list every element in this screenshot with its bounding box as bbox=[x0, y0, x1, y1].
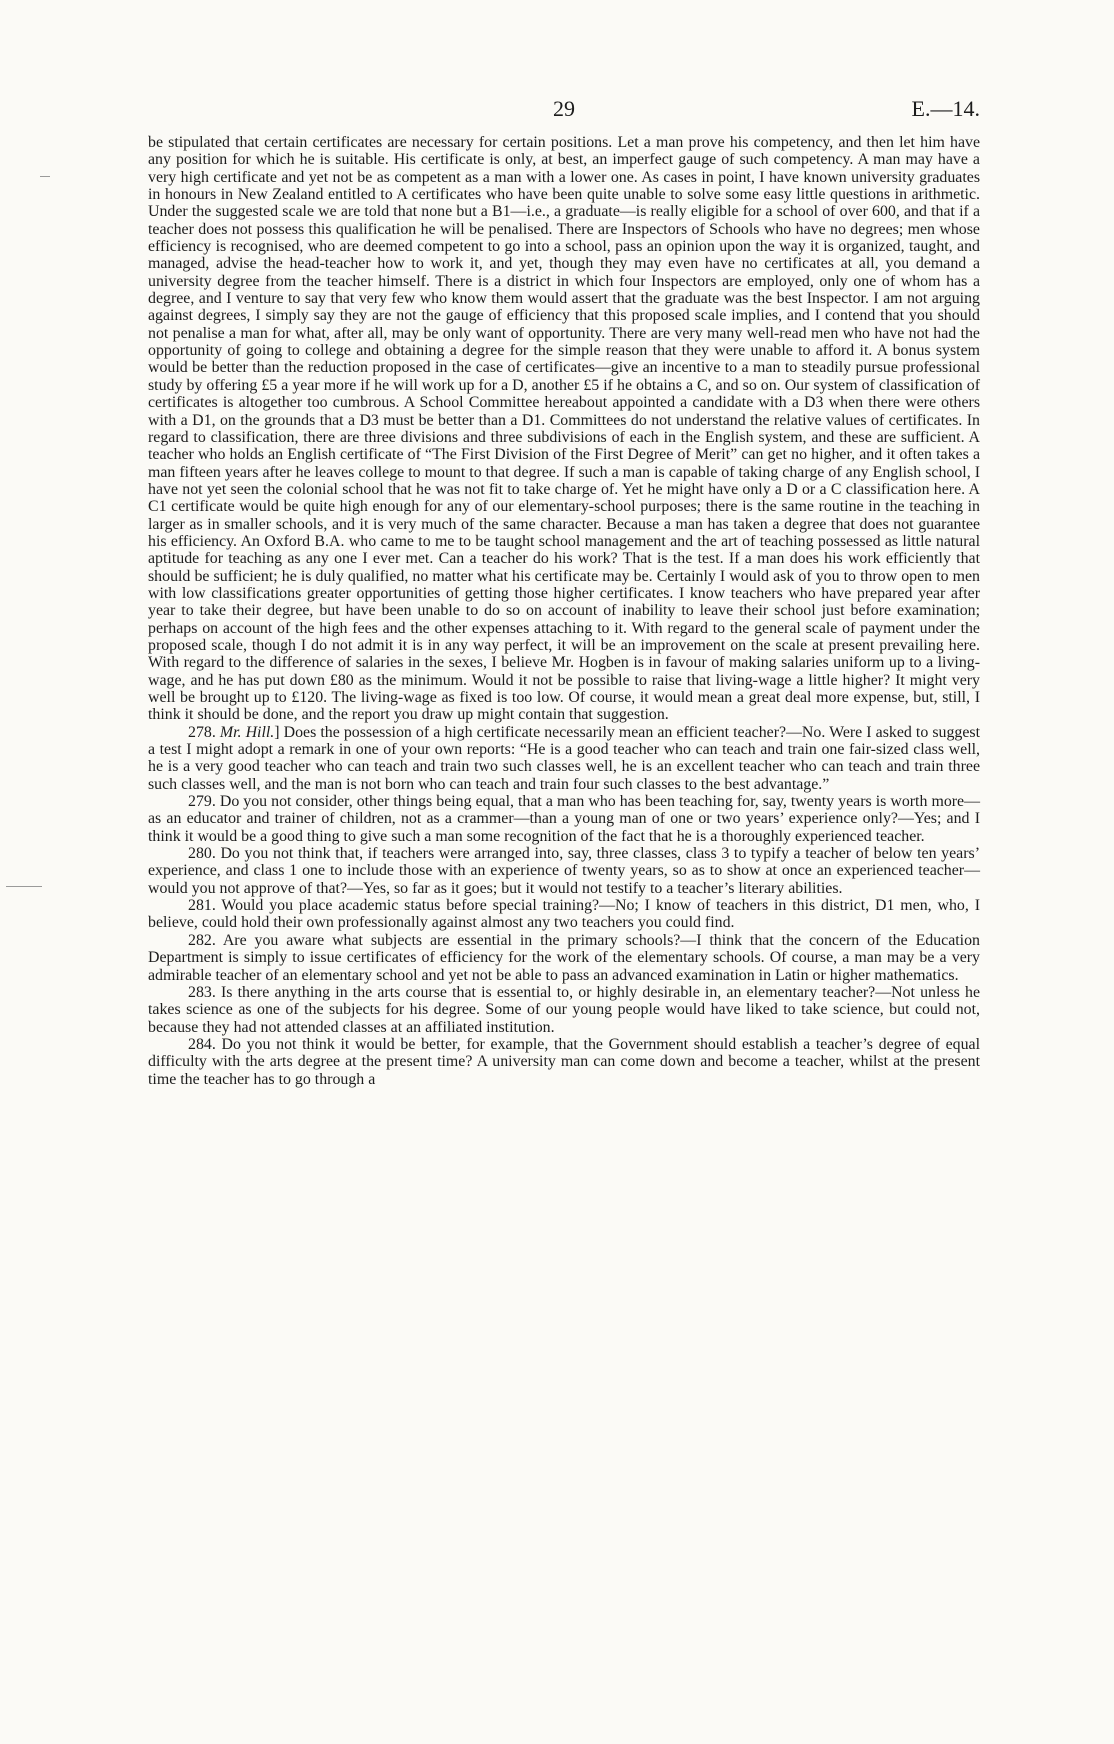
page-number: 29 bbox=[553, 96, 575, 121]
document-page bbox=[148, 96, 980, 1088]
scan-margin-mark bbox=[6, 886, 42, 887]
page-body bbox=[148, 134, 980, 1088]
paragraph-question-279: 279. Do you not consider, other things being equal, that a man who has been teaching for, say, twenty years is worth more—as an educator and trainer of children, not as a crammer—than a young man of one or two years’ experience only?—Yes; and I think it would be a good thing to give such a man some recognition of the fact that he is a thoroughly experienced teacher. bbox=[148, 793, 980, 845]
question-text: ] Does the possession of a high certificate necessarily mean an efficient teacher?—No. Were I asked to suggest a test I might adopt a remark in one of your own reports: “He is a good teacher who can teach and train one fair-sized class well, he is a very good teacher who can teach and train two such classes well, he is an excellent teacher who can teach and train three such classes well, and the man is not born who can teach and train four such classes to the best advantage.” bbox=[148, 723, 980, 793]
paragraph-question-278 bbox=[148, 724, 980, 793]
question-number: 278. bbox=[188, 723, 220, 741]
document-reference: E.—14. bbox=[911, 96, 980, 121]
page-header bbox=[148, 96, 980, 130]
paragraph-continuation: be stipulated that certain certificates are necessary for certain positions. Let a man prove his competency, and then let him have any position for which he is suitable. His certificate is only, at best, an imperfect gauge of such competency. A man may have a very high certificate and yet not be as competent as a man with a lower one. As cases in point, I have known university graduates in honours in New Zealand entitled to A certificates who have been quite unable to solve some easy little questions in arithmetic. Under the suggested scale we are told that none but a B1—i.e., a graduate—is really eligible for a school of over 600, and that if a teacher does not possess this qualification he will be penalised. There are Inspectors of Schools who have no degrees; men whose efficiency is recognised, who are deemed competent to go into a school, pass an opinion upon the way it is organized, taught, and managed, advise the head-teacher how to work it, and yet, though they may even have no certificates at all, you demand a university degree from the teacher himself. There is a district in which four Inspectors are employed, only one of whom has a degree, and I venture to say that very few who know them would assert that the graduate was the best Inspector. I am not arguing against degrees, I simply say they are not the gauge of efficiency that this proposed scale implies, and I contend that you should not penalise a man for what, after all, may be only want of opportunity. There are very many well-read men who have not had the opportunity of going to college and obtaining a degree for the simple reason that they were unable to afford it. A bonus system would be better than the reduction proposed in the case of certificates—give an incentive to a man to steadily pursue professional study by offering £5 a year more if he will work up for a D, another £5 if he obtains a C, and so on. Our system of classification of certificates is altogether too cumbrous. A School Committee hereabout appointed a candidate with a D3 when there were others with a D1, on the grounds that a D3 must be better than a D1. Committees do not understand the relative values of certificates. In regard to classification, there are three divisions and three subdivisions of each in the English system, and these are sufficient. A teacher who holds an English certificate of “The First Division of the First Degree of Merit” can get no higher, and it often takes a man fifteen years after he leaves college to mount to that degree. If such a man is capable of taking charge of any English school, I have not yet seen the colonial school that he was not fit to take charge of. Yet he might have only a D or a C classification here. A C1 certificate would be quite high enough for any of our elementary-school purposes; there is the same routine in the teaching in larger as in smaller schools, and it is very much of the same character. Because a man has taken a degree that does not guarantee his efficiency. An Oxford B.A. who came to me to be taught school management and the art of teaching possessed as little natural aptitude for teaching as any one I ever met. Can a teacher do his work? That is the test. If a man does his work efficiently that should be sufficient; he is duly qualified, no matter what his certificate may be. Certainly I would ask of you to throw open to men with low classifications greater opportunities of getting those higher certificates. I know teachers who have prepared year after year to take their degree, but have been unable to do so on account of inability to leave their school just before examination; perhaps on account of the high fees and the other expenses attaching to it. With regard to the general scale of payment under the proposed scale, though I do not admit it is in any way perfect, it will be an improvement on the scale at present prevailing here. With regard to the difference of salaries in the sexes, I believe Mr. Hogben is in favour of making salaries uniform up to a living-wage, and he has put down £80 as the minimum. Would it not be possible to raise that living-wage a little higher? It might very well be brought up to £120. The living-wage as fixed is too low. Of course, it would mean a great deal more expense, but, still, I think it should be done, and the report you draw up might contain that suggestion. bbox=[148, 134, 980, 724]
scan-margin-mark bbox=[40, 176, 50, 177]
paragraph-question-283: 283. Is there anything in the arts course that is essential to, or highly desirable in, an elementary teacher?—Not unless he takes science as one of the subjects for his degree. Some of our young people would have liked to take science, but could not, because they had not attended classes at an affiliated institution. bbox=[148, 983, 980, 1036]
question-speaker: Mr. Hill. bbox=[219, 723, 275, 741]
paragraph-question-280: 280. Do you not think that, if teachers were arranged into, say, three classes, class 3 to typify a teacher of below ten years’ experience, and class 1 one to include those with an experience of twenty years, so as to show at once an experienced teacher—would you not approve of that?—Yes, so far as it goes; but it would not testify to a teacher’s literary abilities. bbox=[148, 845, 980, 897]
paragraph-question-284: 284. Do you not think it would be better, for example, that the Government should establish a teacher’s degree of equal difficulty with the arts degree at the present time? A university man can come down and become a teacher, whilst at the present time the teacher has to go through a bbox=[148, 1035, 980, 1088]
paragraph-question-281: 281. Would you place academic status before special training?—No; I know of teachers in this district, D1 men, who, I believe, could hold their own professionally against almost any two teachers you could find. bbox=[148, 897, 980, 932]
paragraph-question-282: 282. Are you aware what subjects are essential in the primary schools?—I think that the concern of the Education Department is simply to issue certificates of efficiency for the work of the elementary schools. Of course, a man may be a very admirable teacher of an elementary school and yet not be able to pass an advanced examination in Latin or higher mathematics. bbox=[148, 931, 980, 984]
